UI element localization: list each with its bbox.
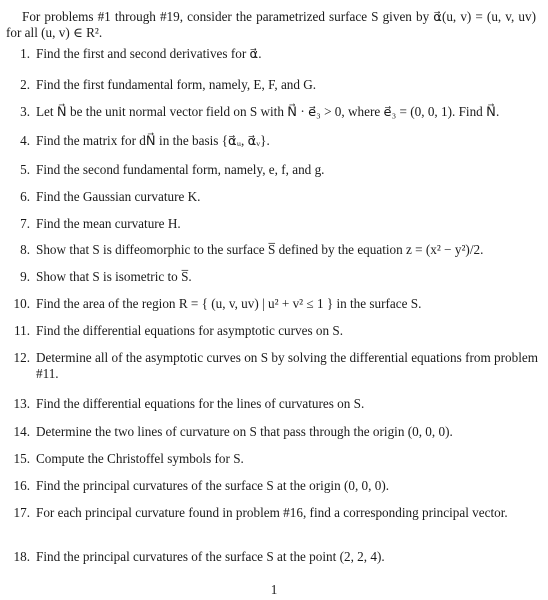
problem-item (6, 189, 538, 205)
problem-number: 2. (20, 77, 30, 92)
problem-text: Show that S is diffeomorphic to the surface S̅ defined by the equation z = (x² − y²)/2. (36, 242, 484, 257)
problem-number: 11. (14, 323, 30, 338)
problem-item (6, 77, 538, 93)
problem-number: 9. (20, 269, 30, 284)
problem-text: Find the matrix for dN⃗ in the basis {α⃗ᵤ, α⃗ᵥ}. (36, 133, 270, 148)
problem-number: 3. (20, 104, 30, 119)
problem-number: 7. (20, 216, 30, 231)
problem-number: 14. (13, 424, 30, 439)
problem-item (6, 242, 538, 258)
problem-number: 8. (20, 242, 30, 257)
problem-item (6, 296, 538, 312)
problem-text: Compute the Christoffel symbols for S. (36, 451, 244, 466)
problem-item (6, 162, 538, 178)
problem-text: Find the first and second derivatives for α⃗. (36, 46, 262, 61)
problem-item (6, 424, 538, 440)
problem-item (6, 451, 538, 467)
problem-text: Find the mean curvature H. (36, 216, 181, 231)
problem-number: 6. (20, 189, 30, 204)
problem-text: Let N⃗ be the unit normal vector field on S with N⃗ · e⃗₃ > 0, where e⃗₃ = (0, 0, 1). Find N⃗. (36, 104, 500, 119)
problem-number: 15. (13, 451, 30, 466)
problem-number: 1. (20, 46, 30, 61)
problem-number: 4. (20, 133, 30, 148)
page-number: 1 (270, 582, 278, 597)
problem-text: For each principal curvature found in problem #16, find a corresponding principal vector. (36, 505, 508, 520)
problem-number: 5. (20, 162, 30, 177)
problem-item (6, 549, 538, 565)
problem-text: Determine all of the asymptotic curves on S by solving the differential equations from problem #11. (36, 350, 538, 381)
problem-item (6, 478, 538, 494)
problem-text: Find the area of the region R = { (u, v, uv) | u² + v² ≤ 1 } in the surface S. (36, 296, 422, 311)
problem-text: Find the principal curvatures of the surface S at the origin (0, 0, 0). (36, 478, 390, 493)
problem-item (6, 350, 538, 382)
problem-number: 17. (13, 505, 30, 520)
problem-number: 10. (13, 296, 30, 311)
problem-item (6, 396, 538, 412)
problem-number: 13. (13, 396, 30, 411)
problem-text: Find the first fundamental form, namely, E, F, and G. (36, 77, 317, 92)
problem-item (6, 46, 538, 62)
problem-item (6, 104, 538, 120)
problem-number: 12. (13, 350, 30, 365)
problem-item (6, 269, 538, 285)
problem-item (6, 505, 538, 521)
problem-text: Find the differential equations for the lines of curvatures on S. (36, 396, 365, 411)
problem-item (6, 323, 538, 339)
problem-text: Find the differential equations for asymptotic curves on S. (36, 323, 344, 338)
problem-text: Determine the two lines of curvature on S that pass through the origin (0, 0, 0). (36, 424, 453, 439)
problem-item (6, 216, 538, 232)
problem-text: Find the Gaussian curvature K. (36, 189, 201, 204)
problem-item (6, 133, 538, 149)
intro-paragraph: For problems #1 through #19, consider the parametrized surface S given by α⃗(u, v) = (u, v, uv) for all (u, v) ∈ R². (6, 9, 536, 40)
problem-text: Find the second fundamental form, namely, e, f, and g. (36, 162, 325, 177)
problem-number: 18. (13, 549, 30, 564)
problem-text: Show that S is isometric to S̅. (36, 269, 192, 284)
problem-number: 16. (13, 478, 30, 493)
problem-text: Find the principal curvatures of the surface S at the point (2, 2, 4). (36, 549, 385, 564)
